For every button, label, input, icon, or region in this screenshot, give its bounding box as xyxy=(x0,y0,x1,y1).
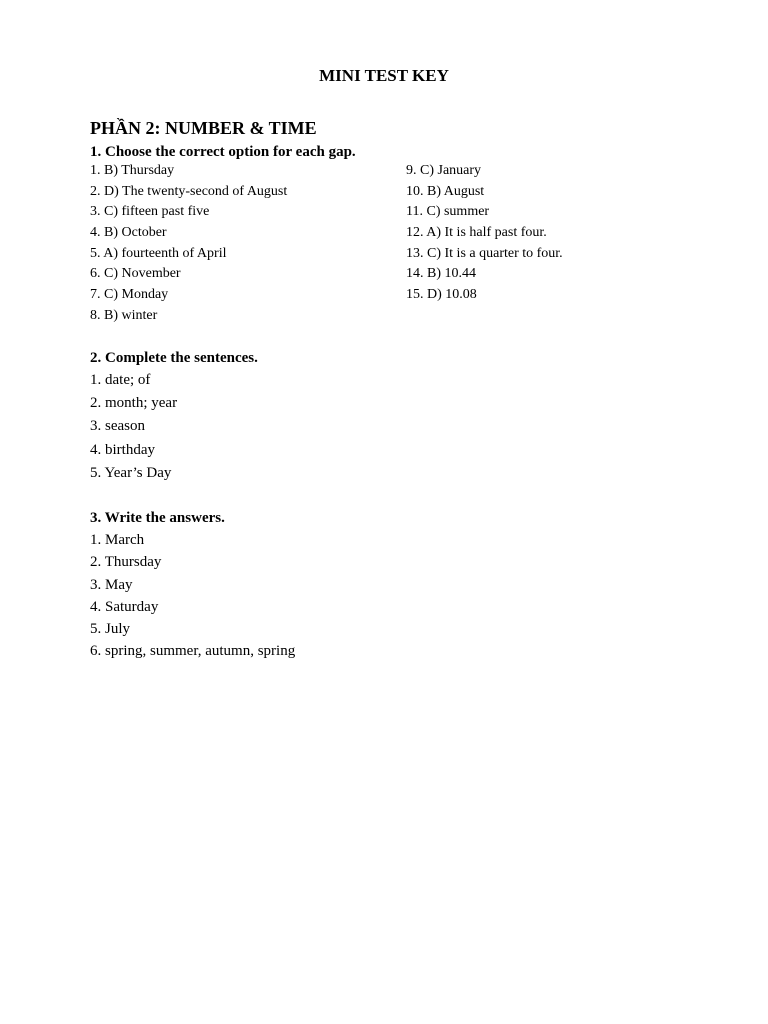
answer-item: 2. D) The twenty-second of August xyxy=(90,183,288,199)
answer-item: 3. May xyxy=(90,576,133,593)
section-2-list xyxy=(90,369,177,485)
answer-item: 1. March xyxy=(90,532,145,548)
answer-item: 5. Year’s Day xyxy=(90,464,172,481)
answer-item: 2. Thursday xyxy=(90,554,162,571)
answer-item: 7. C) Monday xyxy=(90,287,169,303)
answer-item: 1. date; of xyxy=(90,372,151,388)
section-1-left-column xyxy=(90,161,287,327)
answer-item: 1. B) Thursday xyxy=(90,163,175,178)
answer-item: 5. July xyxy=(90,621,131,638)
section-3-list xyxy=(90,529,295,663)
answer-item: 10. B) August xyxy=(406,183,485,199)
answer-item: 6. C) November xyxy=(90,266,181,282)
answer-item: 11. C) summer xyxy=(406,204,490,220)
answer-item: 5. A) fourteenth of April xyxy=(90,245,227,261)
answer-item: 14. B) 10.44 xyxy=(406,266,476,282)
document-title: MINI TEST KEY xyxy=(319,66,449,85)
answer-item: 15. D) 10.08 xyxy=(406,287,477,303)
section-1-right-column xyxy=(406,161,563,306)
answer-item: 4. B) October xyxy=(90,225,167,241)
answer-item: 8. B) winter xyxy=(90,307,158,323)
answer-item: 3. season xyxy=(90,418,145,435)
answer-item: 4. Saturday xyxy=(90,598,159,615)
answer-item: 6. spring, summer, autumn, spring xyxy=(90,643,296,660)
answer-item: 12. A) It is half past four. xyxy=(406,225,547,241)
part-heading: PHẦN 2: NUMBER & TIME xyxy=(90,118,317,138)
answer-item: 13. C) It is a quarter to four. xyxy=(406,245,563,261)
section-2-heading: 2. Complete the sentences. xyxy=(90,350,258,366)
answer-item: 9. C) January xyxy=(406,163,482,178)
section-3-heading: 3. Write the answers. xyxy=(90,510,225,526)
answer-item: 3. C) fifteen past five xyxy=(90,204,210,220)
section-1-heading: 1. Choose the correct option for each gap. xyxy=(90,144,356,160)
answer-item: 2. month; year xyxy=(90,395,178,412)
answer-item: 4. birthday xyxy=(90,441,155,458)
